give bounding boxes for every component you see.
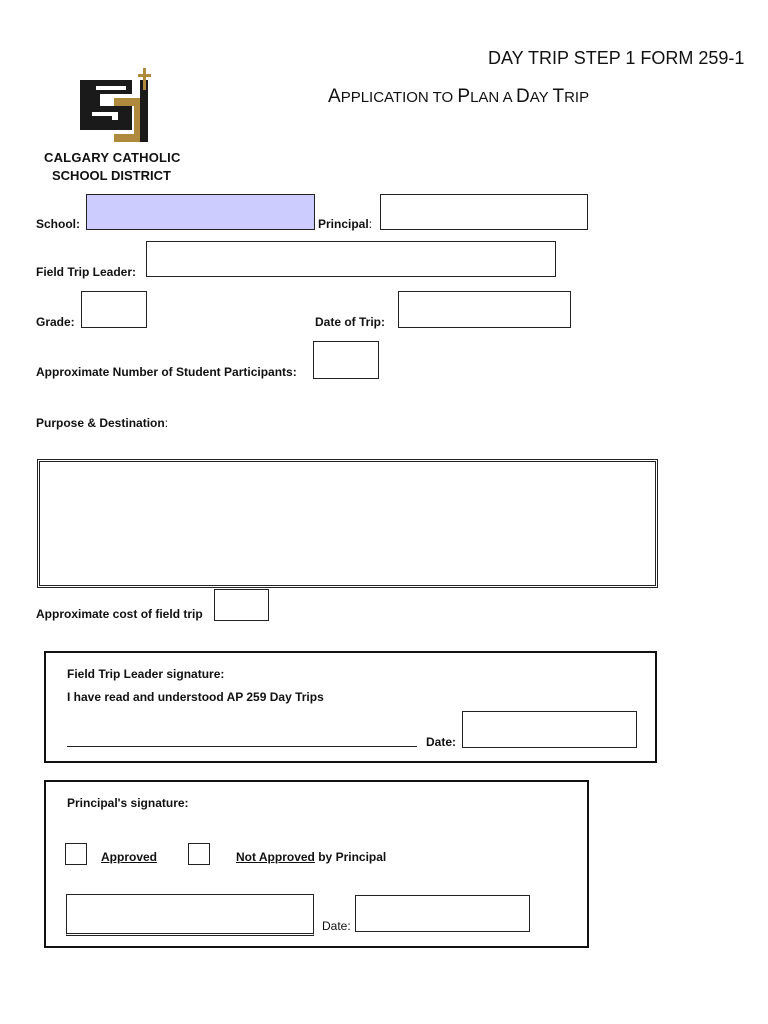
district-logo xyxy=(44,66,194,188)
title-small-3: AY xyxy=(529,89,553,106)
grade-label: Grade: xyxy=(36,315,75,329)
purpose-colon: : xyxy=(164,416,169,430)
participants-label: Approximate Number of Student Participants: xyxy=(36,365,297,379)
purpose-label xyxy=(36,416,168,430)
title-small-1: PPLICATION TO xyxy=(340,89,458,106)
approved-checkbox[interactable] xyxy=(65,843,87,865)
logo-line-2: SCHOOL DISTRICT xyxy=(52,168,171,183)
title-big-p: P xyxy=(457,86,471,107)
principal-field[interactable] xyxy=(380,194,588,230)
leader-signature-title: Field Trip Leader signature: xyxy=(67,667,225,681)
purpose-field[interactable] xyxy=(37,459,658,588)
principal-signature-field[interactable] xyxy=(66,894,314,936)
title-big-t: T xyxy=(552,86,565,107)
participants-field[interactable] xyxy=(313,341,379,379)
leader-signature-line[interactable] xyxy=(67,746,417,747)
leader-field[interactable] xyxy=(146,241,556,277)
school-label: School: xyxy=(36,217,80,231)
principal-date-field[interactable] xyxy=(355,895,530,932)
school-field[interactable] xyxy=(86,194,315,230)
principal-date-label: Date: xyxy=(322,919,351,933)
date-of-trip-label: Date of Trip: xyxy=(315,315,386,329)
principal-colon: : xyxy=(368,217,373,231)
leader-statement: I have read and understood AP 259 Day Trips xyxy=(67,690,324,704)
logo-line-1: CALGARY CATHOLIC xyxy=(44,150,181,165)
purpose-label-text: Purpose & Destination xyxy=(36,416,165,430)
grade-field[interactable] xyxy=(81,291,147,328)
title-big-d: D xyxy=(515,86,530,107)
page-title xyxy=(328,86,589,108)
cs-cross-icon xyxy=(44,66,194,146)
not-approved-checkbox[interactable] xyxy=(188,843,210,865)
approved-label: Approved xyxy=(101,850,158,864)
cost-label: Approximate cost of field trip xyxy=(36,607,203,621)
not-approved-text: Not Approved xyxy=(236,850,315,864)
principal-label-text: Principal xyxy=(318,217,369,231)
leader-signature-box xyxy=(44,651,657,763)
title-small-2: LAN A xyxy=(470,89,516,106)
form-code: DAY TRIP STEP 1 FORM 259-1 xyxy=(488,48,745,68)
cost-field[interactable] xyxy=(214,589,269,621)
leader-date-label: Date: xyxy=(426,735,457,749)
principal-label xyxy=(318,217,372,231)
title-big-a: A xyxy=(328,86,341,107)
principal-signature-box xyxy=(44,780,589,948)
by-principal-text: by Principal xyxy=(314,850,387,864)
leader-label: Field Trip Leader: xyxy=(36,265,137,279)
title-small-4: RIP xyxy=(564,89,590,106)
principal-signature-title: Principal's signature: xyxy=(67,796,189,810)
leader-date-field[interactable] xyxy=(462,711,637,748)
not-approved-label xyxy=(236,850,386,864)
date-of-trip-field[interactable] xyxy=(398,291,571,328)
